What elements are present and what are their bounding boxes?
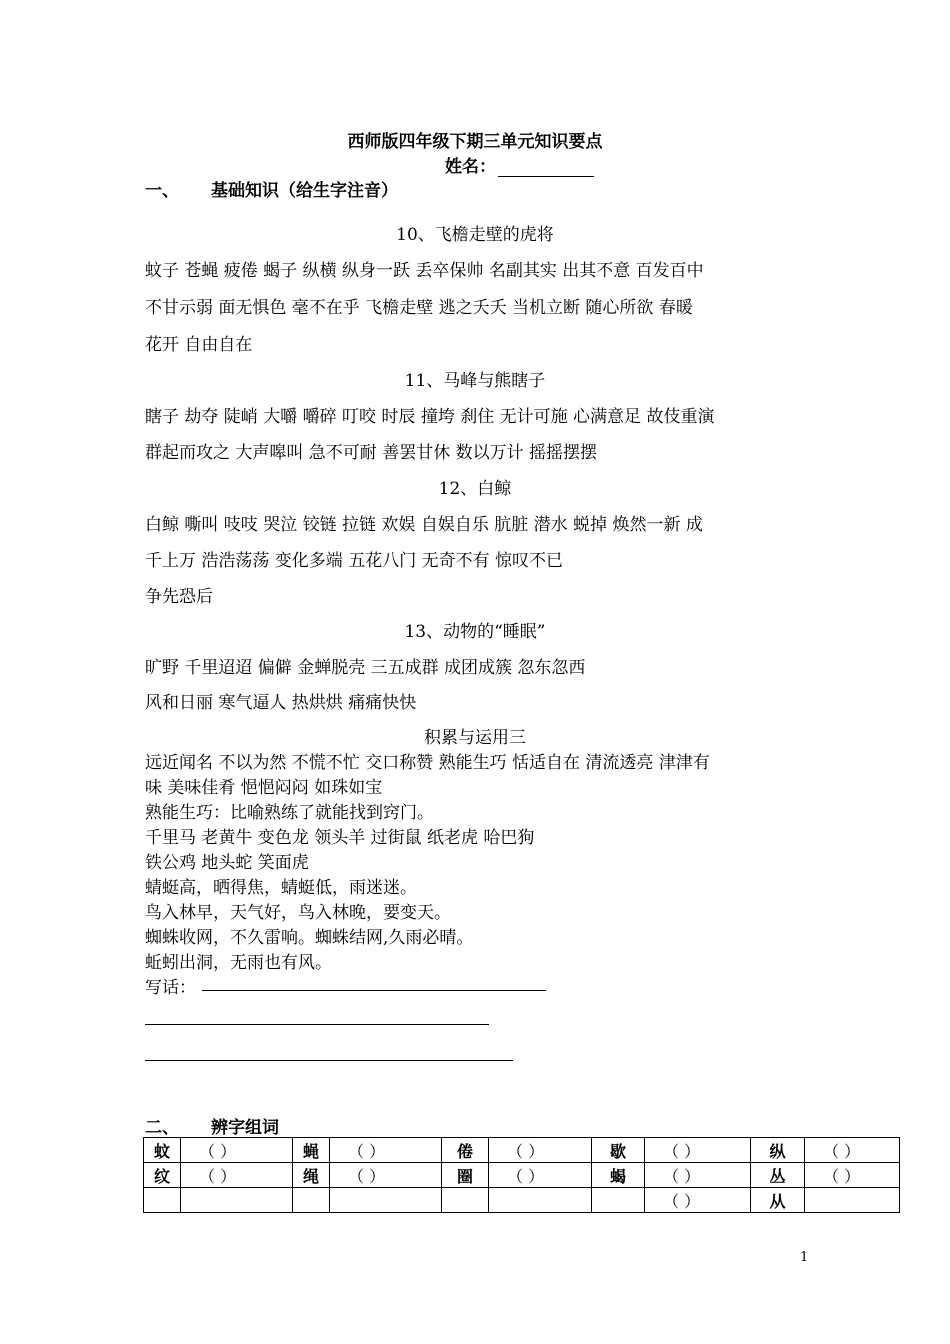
lesson10-line-1: 蚊子 苍蝇 疲倦 蝎子 纵横 纵身一跃 丢卒保帅 名副其实 出其不意 百发百中 <box>145 261 704 281</box>
answer-cell[interactable]: （ ） <box>805 1138 900 1163</box>
table-cell: 蚊 <box>144 1138 181 1163</box>
answer-cell[interactable] <box>330 1188 442 1213</box>
answer-cell[interactable]: （ ） <box>489 1138 592 1163</box>
name-blank[interactable] <box>498 160 594 177</box>
answer-cell[interactable]: （ ） <box>805 1163 900 1188</box>
accumulation-line-6: 蜻蜓高，晒得焦，蜻蜓低，雨迷迷。 <box>145 878 417 898</box>
document-title: 西师版四年级下期三单元知识要点 <box>347 132 603 152</box>
name-field <box>445 152 594 177</box>
write-line-1[interactable] <box>202 990 546 991</box>
lesson11-line-1: 瞎子 劫夺 陡峭 大嚼 嚼碎 叮咬 时辰 撞垮 刹住 无计可施 心满意足 故伎重演 <box>145 407 715 427</box>
table-row <box>144 1188 900 1213</box>
lesson13-line-1: 旷野 千里迢迢 偏僻 金蝉脱壳 三五成群 成团成簇 忽东忽西 <box>145 658 586 678</box>
accumulation-line-4: 千里马 老黄牛 变色龙 领头羊 过街鼠 纸老虎 哈巴狗 <box>145 828 535 848</box>
name-label: 姓名： <box>445 157 496 177</box>
lesson12-line-3: 争先恐后 <box>145 587 213 607</box>
accumulation-line-5: 铁公鸡 地头蛇 笑面虎 <box>145 853 309 873</box>
section1-title: 基础知识（给生字注音） <box>211 181 398 201</box>
accumulation-line-2: 味 美味佳肴 悒悒闷闷 如珠如宝 <box>145 778 383 798</box>
table-cell: 蝇 <box>293 1138 330 1163</box>
answer-cell[interactable]: （ ） <box>489 1163 592 1188</box>
accumulation-heading: 积累与运用三 <box>424 728 526 748</box>
table-cell: 蝎 <box>592 1163 645 1188</box>
answer-cell[interactable] <box>805 1188 900 1213</box>
write-label: 写话： <box>145 978 196 998</box>
table-cell: 纵 <box>751 1138 805 1163</box>
table-cell <box>592 1188 645 1213</box>
table-cell: 绳 <box>293 1163 330 1188</box>
accumulation-line-1: 远近闻名 不以为然 不慌不忙 交口称赞 熟能生巧 恬适自在 清流透亮 津津有 <box>145 753 710 773</box>
answer-cell[interactable]: （ ） <box>181 1138 293 1163</box>
write-line-3[interactable] <box>145 1060 513 1061</box>
table-cell: 纹 <box>144 1163 181 1188</box>
table-cell <box>442 1188 489 1213</box>
table-row <box>144 1138 900 1163</box>
answer-cell[interactable]: （ ） <box>181 1163 293 1188</box>
answer-cell[interactable]: （ ） <box>330 1163 442 1188</box>
table-cell: 从 <box>751 1188 805 1213</box>
answer-cell[interactable] <box>181 1188 293 1213</box>
accumulation-line-9: 蚯蚓出洞，无雨也有风。 <box>145 953 332 973</box>
lesson10-line-3: 花开 自由自在 <box>145 335 253 355</box>
table-row <box>144 1163 900 1188</box>
lesson12-line-1: 白鲸 嘶叫 吱吱 哭泣 铰链 拉链 欢娱 自娱自乐 肮脏 潜水 蜕掉 焕然一新 成 <box>145 515 703 535</box>
write-line-2[interactable] <box>145 1024 489 1025</box>
answer-cell[interactable]: （ ） <box>330 1138 442 1163</box>
page-number: 1 <box>800 1250 809 1265</box>
word-table <box>143 1137 900 1213</box>
lesson10-heading: 10、飞檐走壁的虎将 <box>396 225 554 245</box>
lesson12-heading: 12、白鲸 <box>438 479 512 499</box>
table-cell: 圈 <box>442 1163 489 1188</box>
table-cell <box>144 1188 181 1213</box>
answer-cell[interactable]: （ ） <box>645 1163 751 1188</box>
accumulation-line-8: 蜘蛛收网，不久雷响。蜘蛛结网,久雨必晴。 <box>145 928 474 948</box>
table-cell: 倦 <box>442 1138 489 1163</box>
accumulation-line-3: 熟能生巧：比喻熟练了就能找到窍门。 <box>145 803 434 823</box>
lesson12-line-2: 千上万 浩浩荡荡 变化多端 五花八门 无奇不有 惊叹不已 <box>145 551 564 571</box>
section2-title: 辨字组词 <box>211 1118 279 1138</box>
lesson13-heading: 13、动物的“睡眠” <box>404 622 546 642</box>
table-cell <box>293 1188 330 1213</box>
section1-number: 一、 <box>145 181 179 201</box>
lesson10-line-2: 不甘示弱 面无惧色 毫不在乎 飞檐走壁 逃之夭夭 当机立断 随心所欲 春暖 <box>145 298 693 318</box>
lesson11-line-2: 群起而攻之 大声嗥叫 急不可耐 善罢甘休 数以万计 摇摇摆摆 <box>145 443 598 463</box>
table-cell: 歇 <box>592 1138 645 1163</box>
lesson11-heading: 11、马峰与熊瞎子 <box>404 371 546 391</box>
lesson13-line-2: 风和日丽 寒气逼人 热烘烘 痛痛快快 <box>145 693 417 713</box>
answer-cell[interactable]: （ ） <box>645 1188 751 1213</box>
answer-cell[interactable]: （ ） <box>645 1138 751 1163</box>
section2-number: 二、 <box>145 1118 179 1138</box>
table-cell: 丛 <box>751 1163 805 1188</box>
answer-cell[interactable] <box>489 1188 592 1213</box>
accumulation-line-7: 鸟入林早，天气好，鸟入林晚，要变天。 <box>145 903 451 923</box>
